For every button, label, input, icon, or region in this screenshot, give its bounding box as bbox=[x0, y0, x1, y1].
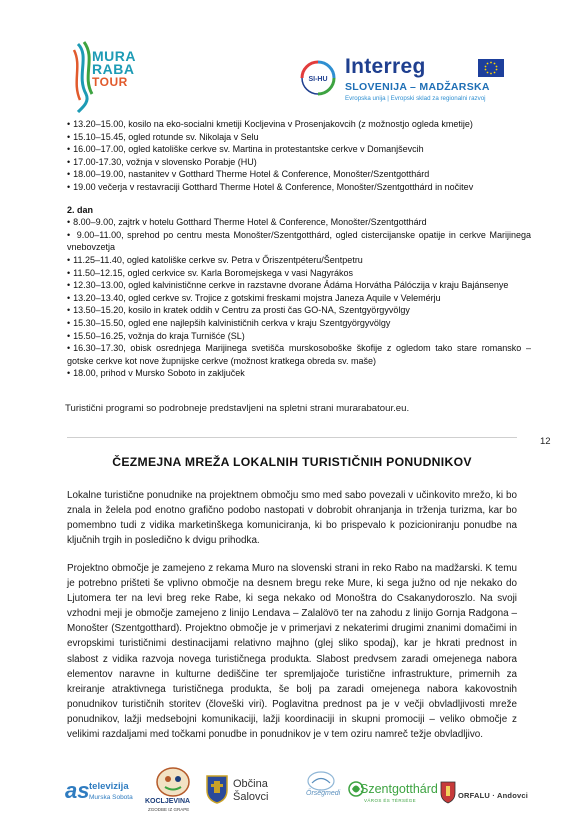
bullet: • bbox=[67, 317, 71, 328]
bullet: • bbox=[67, 119, 71, 129]
interreg-country: SLOVENIJA – MADŽARSKA bbox=[345, 81, 490, 93]
si-hu-badge-icon bbox=[293, 55, 343, 101]
logo-word-tour: TOUR bbox=[92, 75, 128, 89]
bullet: • bbox=[67, 368, 71, 379]
orseg-emblem-icon bbox=[306, 770, 336, 792]
szentgotthard-sub: VÁROS ÉS TÉRSÉGE bbox=[364, 798, 417, 803]
list-item bbox=[67, 229, 531, 254]
televizija-name: televizija bbox=[89, 781, 129, 792]
list-item bbox=[67, 279, 531, 292]
list-item bbox=[67, 267, 531, 280]
itinerary-item-text: 15.10–15.45, ogled rotunde sv. Nikolaja v Selu bbox=[73, 131, 259, 142]
szentgotthard-name: Szentgotthárd bbox=[360, 782, 438, 796]
list-item bbox=[67, 156, 531, 169]
interreg-name: Interreg bbox=[345, 55, 426, 78]
orfalu-andovci-logo bbox=[440, 764, 535, 814]
orfalu-name: ORFALU · Andovci bbox=[458, 791, 529, 800]
si-hu-label: SI-HU bbox=[308, 76, 328, 83]
list-item bbox=[67, 118, 531, 131]
orfalu-coat-of-arms-icon bbox=[440, 780, 456, 804]
itinerary bbox=[67, 118, 531, 380]
day1-list bbox=[67, 118, 531, 194]
itinerary-item-text: 15.50–16.25, vožnja do kraja Turnišće (SL) bbox=[73, 330, 245, 341]
szentgotthard-logo bbox=[348, 764, 438, 814]
itinerary-item-text: 8.00–9.00, zajtrk v hotelu Gotthard Therme Hotel & Conference, Monošter/Szentgotthárd bbox=[73, 217, 427, 228]
bullet: • bbox=[67, 280, 71, 291]
day2-title: 2. dan bbox=[67, 204, 94, 215]
list-item bbox=[67, 143, 531, 156]
kocljevina-sub: ZGODBE IZ GRAPE bbox=[148, 807, 190, 812]
televizija-mark: as bbox=[65, 778, 90, 803]
itinerary-item-text: 19.00 večerja v restavraciji Gotthard Therme Hotel & Conference, Monošter/Szentgotthárd in nočitev bbox=[73, 181, 474, 192]
list-item bbox=[67, 317, 531, 330]
orseg-name: Őrségmedi bbox=[306, 790, 341, 797]
logo-word-raba: RABA bbox=[92, 61, 135, 77]
bullet: • bbox=[67, 229, 71, 240]
list-item bbox=[67, 342, 531, 367]
list-item bbox=[67, 168, 531, 181]
bullet: • bbox=[67, 330, 71, 341]
itinerary-item-text: 12.30–13.00, ogled kalvinističnne cerkve in razstavne dvorane Ádáma Horvátha Pálóczija v kraju Bajánsenye bbox=[73, 280, 509, 291]
bullet: • bbox=[67, 292, 71, 303]
list-item bbox=[67, 367, 531, 380]
bullet: • bbox=[67, 217, 71, 228]
paragraph: Lokalne turistične ponudnike na projektnem območju smo med sabo povezali v učinkovito mrežo, ki bo znala in želela pod enotno grafično podobo nastopati v dobrobit ohranjanja in trženja turizma, kar bo pomembno tudi z vidika marketinškega komuniciranja, ki bo prispevalo k pozicioniranju ponudbe na ključnih trgih in posledično k dvigu prihodka. bbox=[67, 490, 517, 547]
itinerary-item-text: 18.00–19.00, nastanitev v Gotthard Therme Hotel & Conference, Monošter/Szentgotthárd bbox=[73, 169, 430, 180]
kocljevina-emblem-icon bbox=[153, 766, 193, 798]
itinerary-item-text: 13.50–15.20, kosilo in kratek oddih v Centru za prosti čas GO-NA, Szentgyörgyvölgy bbox=[73, 305, 410, 316]
list-item bbox=[67, 131, 531, 144]
itinerary-item-text: 13.20–15.00, kosilo na eko-socialni kmetiji Kocljevina v Prosenjakovcih (z možnostjo ogleda kmetije) bbox=[73, 119, 473, 129]
bullet: • bbox=[67, 254, 71, 265]
kocljevina-name: KOCLJEVINA bbox=[145, 798, 191, 805]
bullet: • bbox=[67, 305, 71, 316]
itinerary-item-text: 16.00–17.00, ogled katoliške cerkve sv. Martina in protestantske cerkve v Domanjševcih bbox=[73, 144, 424, 155]
orseg-logo bbox=[298, 764, 343, 814]
bullet: • bbox=[67, 169, 71, 180]
website-note: Turistični programi so podrobneje predstavljeni na spletni strani murarabatour.eu. bbox=[65, 403, 410, 414]
day2-list bbox=[67, 216, 531, 380]
kocljevina-logo bbox=[145, 764, 200, 814]
obcina-salovci-logo bbox=[203, 764, 283, 814]
itinerary-item-text: 13.20–13.40, ogled cerkve sv. Trojice z gotskimi freskami mojstra Janeza Aquile v Velemérju bbox=[73, 292, 441, 303]
itinerary-item-text: 11.50–12.15, ogled cerkvice sv. Karla Boromejskega v vasi Nagyrákos bbox=[73, 267, 353, 278]
section-heading: ČEZMEJNA MREŽA LOKALNIH TURISTIČNIH PONUDNIKOV bbox=[112, 455, 472, 469]
interreg-logo bbox=[293, 55, 538, 115]
eu-flag-icon bbox=[478, 59, 504, 77]
list-item bbox=[67, 254, 531, 267]
divider bbox=[67, 437, 517, 438]
bullet: • bbox=[67, 131, 71, 142]
bullet: • bbox=[67, 181, 71, 192]
itinerary-item-text: 17.00-17.30, vožnja v slovensko Porabje (HU) bbox=[73, 156, 257, 167]
bullet: • bbox=[67, 144, 71, 155]
itinerary-item-text: 11.25–11.40, ogled katoliške cerkve sv. Petra v Őriszentpéteru/Šentpetru bbox=[73, 254, 363, 265]
bullet: • bbox=[67, 267, 71, 278]
televizija-logo bbox=[65, 764, 145, 814]
itinerary-item-text: 18.00, prihod v Mursko Soboto in zaključek bbox=[73, 368, 245, 379]
list-item bbox=[67, 304, 531, 317]
list-item bbox=[67, 292, 531, 305]
televizija-sub: Murska Sobota bbox=[89, 794, 133, 801]
page-number: 12 bbox=[540, 436, 551, 447]
bullet: • bbox=[67, 156, 71, 167]
obcina-line2: Šalovci bbox=[233, 791, 269, 803]
itinerary-item-text: 9.00–11.00, sprehod po centru mesta Monošter/Szentgotthárd, ogled cistercijanske opatije in cerkve Marijinega vnebovzetja bbox=[67, 229, 531, 253]
interreg-subtitle: Evropska unija | Evropski sklad za regionalni razvoj bbox=[345, 95, 486, 102]
list-item bbox=[67, 216, 531, 229]
partner-logos bbox=[65, 764, 535, 814]
logo-word-mura: MURA bbox=[92, 48, 136, 64]
mura-raba-tour-wordmark bbox=[92, 50, 136, 89]
list-item bbox=[67, 181, 531, 194]
list-item bbox=[67, 330, 531, 343]
bullet: • bbox=[67, 343, 71, 354]
itinerary-item-text: 16.30–17.30, obisk osrednjega Marijinega svetišča murskosoboške škofije z ogledom tako stare romansko – gotske cerkve kot nove župnijske cerkve (možnost kratkega obreda sv. maše) bbox=[67, 343, 531, 366]
obcina-line1: Občina bbox=[233, 778, 268, 790]
paragraph: Projektno območje je zamejeno z rekama Muro na slovenski strani in reko Rabo na madžarski. K temu je potrebno prišteti še vplivno območje na desnem bregu reke Mure, ki sega južno od nje nekako do Ljutomera ter na levi breg reke Rabe, ki sega nekako od Monoštra do Csakanydoroszlo. Na svoji vzhodni meji je območje zamejeno z linijo Lendava – Zalalövö ter na zahodu z linijo Gornja Radgona – Monošter (Szentgotthard). Projektno območje je v primerjavi z nekaterimi drugimi znanimi domačimi in evropskimi turističnimi destinacijami relativno majhno (glej sliko spodaj), kar je hkrati prednost in slabost z vidika razvoja novega turističnega produkta. Slabost predvsem zaradi omejenega nabora elementov naravne in kulturne dediščine ter spremljajoče turistične infrastrukture, primernih za kreiranje atraktivnega turističnega produkta, še bolj pa zaradi omejenega nabora kakovostnih ponudnikov turističnih storitev (človeški viri). Poglavitna prednost pa je v večji obvladljivosti mreže ponudnikov, lažji medsebojni komunikaciji, lažji koordinaciji in skupni promociji – veliko območje z velikimi razdaljami med točkami ponudbe in ponudnikov je v tem oziru namreč težje obvladljivo. bbox=[67, 563, 517, 741]
coat-of-arms-icon bbox=[205, 774, 229, 804]
itinerary-item-text: 15.30–15.50, ogled ene najlepših kalvinističnih cerkva v kraju Szentgyörgyvölgy bbox=[73, 317, 391, 328]
